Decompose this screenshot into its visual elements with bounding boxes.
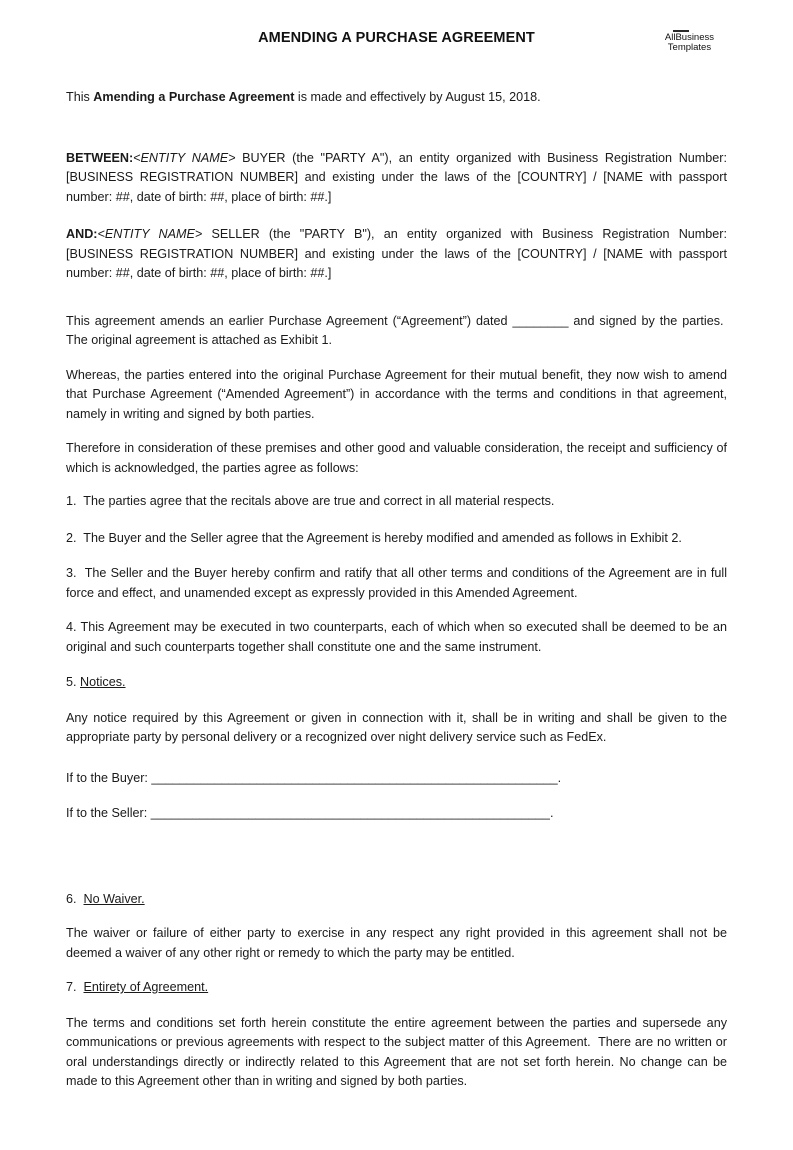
logo-line-1: AllBusiness bbox=[664, 32, 714, 43]
notices-body-paragraph: Any notice required by this Agreement or given in connection with it, shall be in writing and shall be given to the appropriate party by personal delivery or a recognized over night delivery service such as FedEx. bbox=[66, 710, 727, 744]
document-title: AMENDING A PURCHASE AGREEMENT bbox=[258, 30, 535, 46]
intro-paragraph: This Amending a Purchase Agreement is made and effectively by August 15, 2018. bbox=[66, 90, 541, 104]
if-to-seller-blank-line: If to the Seller: _________________________________________________________. bbox=[66, 806, 554, 820]
document-body bbox=[66, 88, 727, 1092]
clause-5-notices-heading: 5. Notices. bbox=[66, 675, 126, 689]
between-party-a-paragraph: BETWEEN:<ENTITY NAME> BUYER (the "PARTY A"), an entity organized with Business Registration Number: [BUSINESS REGISTRATION NUMBER] and existing under the laws of the [COUNTRY] / [NAME with passport number: ##, date of birth: ##, place of birth: ##.] bbox=[66, 150, 727, 204]
clause-4-paragraph: 4. This Agreement may be executed in two counterparts, each of which when so executed shall be deemed to be an original and such counterparts together shall constitute one and the same instrument. bbox=[66, 620, 727, 654]
clause-2-paragraph: 2. The Buyer and the Seller agree that the Agreement is hereby modified and amended as follows in Exhibit 2. bbox=[66, 530, 682, 545]
entirety-body-paragraph: The terms and conditions set forth herein constitute the entire agreement between the parties and supersede any communications or previous agreements with respect to the subject matter of this Agreement. There are no written or oral understandings directly or indirectly related to this Agreement that are not set forth herein. No change can be made to this Agreement other than in writing and signed by both parties. bbox=[66, 1015, 727, 1088]
clause-3-paragraph: 3. The Seller and the Buyer hereby confirm and ratify that all other terms and conditions of the Agreement are in full force and effect, and unamended except as expressly provided in this Amended Agreement. bbox=[66, 566, 727, 600]
allbusiness-templates-logo bbox=[665, 30, 714, 53]
amends-paragraph: This agreement amends an earlier Purchase Agreement (“Agreement”) dated ________ and signed by the parties. The original agreement is attached as Exhibit 1. bbox=[66, 313, 727, 347]
therefore-paragraph: Therefore in consideration of these premises and other good and valuable consideration, the receipt and sufficiency of which is acknowledged, the parties agree as follows: bbox=[66, 441, 727, 475]
logo-line-2: Templates bbox=[667, 42, 712, 53]
clause-6-no-waiver-heading: 6. No Waiver. bbox=[66, 891, 145, 906]
if-to-buyer-blank-line: If to the Buyer: __________________________________________________________. bbox=[66, 770, 562, 785]
document-page bbox=[0, 28, 793, 1150]
no-waiver-body-paragraph: The waiver or failure of either party to exercise in any respect any right provided in this agreement shall not be deemed a waiver of any other right or remedy to which the party may be entitled. bbox=[66, 926, 727, 960]
clause-1-paragraph: 1. The parties agree that the recitals above are true and correct in all material respects. bbox=[66, 494, 555, 508]
and-party-b-paragraph: AND:<ENTITY NAME> SELLER (the "PARTY B"), an entity organized with Business Registration Number: [BUSINESS REGISTRATION NUMBER] and existing under the laws of the [COUNTRY] / [NAME with passport number: ##, date of birth: ##, place of birth: ##.] bbox=[66, 227, 728, 280]
clause-7-entirety-heading: 7. Entirety of Agreement. bbox=[66, 980, 209, 994]
whereas-paragraph: Whereas, the parties entered into the original Purchase Agreement for their mutual benefit, they now wish to amend that Purchase Agreement (“Amended Agreement”) in accordance with the terms and conditions in that agreement, namely in writing and signed by both parties. bbox=[66, 367, 727, 421]
